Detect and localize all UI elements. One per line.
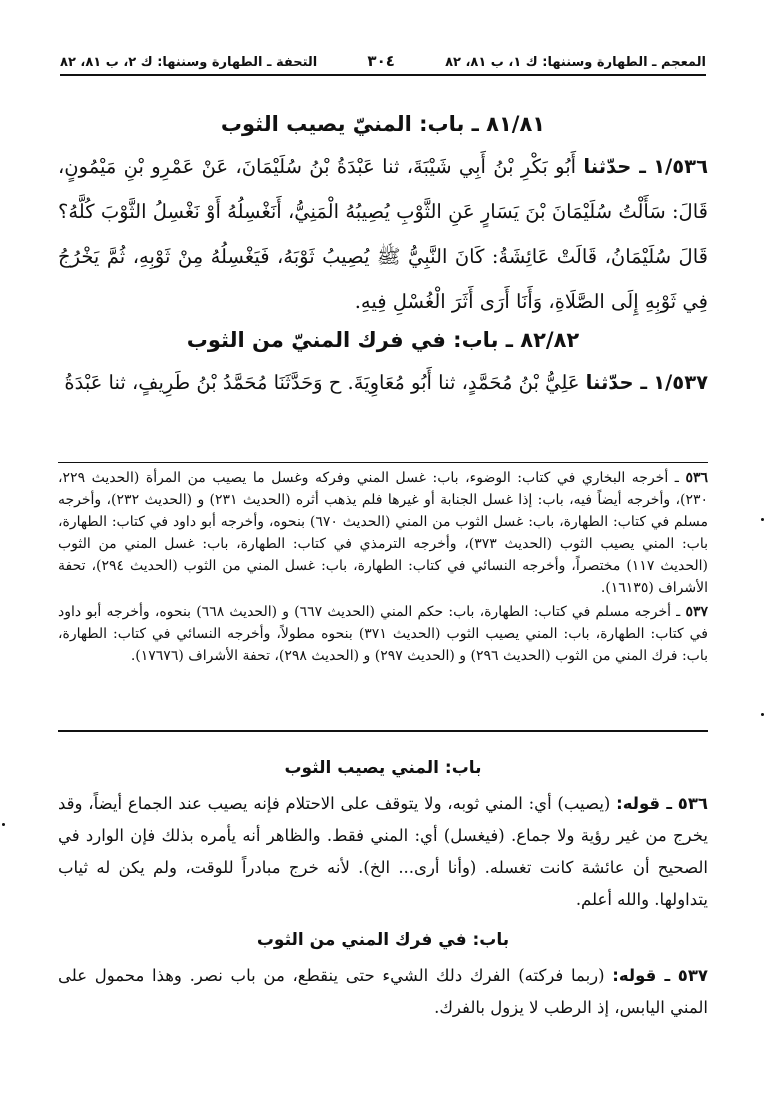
hadith-536 <box>58 144 708 324</box>
footnotes <box>58 462 708 669</box>
commentary-title-1: باب: المني يصيب الثوب <box>284 758 482 778</box>
chapter-title-81: ٨١/٨١ ـ باب: المنيّ يصيب الثوب <box>220 112 546 136</box>
footnote-text: ـ أخرجه مسلم في كتاب: الطهارة، باب: حكم المني (الحديث ٦٦٧) و (الحديث ٦٦٨) بنحوه، وأخرجه أبو داود في كتاب: الطهارة، باب: المني يصيب الثوب (الحديث ٣٧١) بنحوه مطولاً، وأخرجه النسائي في كتاب: الطهارة، باب: فرك المني من الثوب (الحديث ٢٩٦) و (الحديث ٢٩٧) و (الحديث ٢٩٨)، تحفة الأشراف (١٧٦٧٦). <box>58 604 708 664</box>
hadith-prefix: ـ حدّثنا <box>585 371 648 394</box>
commentary-title-2: باب: في فرك المني من الثوب <box>256 930 510 950</box>
commentary-text: (ربما فركته) الفرك دلك الشيء حتى ينقطع، من باب نصر. وهذا محمول على المني اليابس، إذ الرطب لا يزول بالفرك. <box>58 966 708 1017</box>
header-right-text: المعجم ـ الطهارة وسننها: ك ١، ب ٨١، ٨٢ <box>445 55 706 70</box>
page-number: ٣٠٤ <box>367 52 395 70</box>
hadith-number: ١/٥٣٧ <box>653 371 708 394</box>
running-header <box>60 44 706 76</box>
commentary-number: ٥٣٧ <box>677 966 708 985</box>
scan-mark <box>761 518 764 521</box>
commentary-number: ٥٣٦ <box>677 794 708 813</box>
hadith-body <box>58 108 708 405</box>
hadith-537 <box>58 360 708 405</box>
commentary-536 <box>58 788 708 916</box>
hadith-prefix: ـ حدّثنا <box>583 155 646 178</box>
scan-mark <box>2 823 5 826</box>
hadith-number: ١/٥٣٦ <box>653 155 708 178</box>
commentary-label: ـ قوله: <box>616 794 672 813</box>
header-left-text: التحفة ـ الطهارة وسننها: ك ٢، ب ٨١، ٨٢ <box>60 55 318 70</box>
scan-mark <box>761 713 764 716</box>
commentary-537 <box>58 960 708 1024</box>
hadith-text: أَبُو بَكْرِ بْنُ أَبِي شَيْبَةَ، ثنا عَبْدَةُ بْنُ سُلَيْمَانَ، عَنْ عَمْرِو بْنِ مَيْمُونٍ، قَالَ: سَأَلْتُ سُلَيْمَانَ بْنَ يَسَارٍ عَنِ الثَّوْبِ يُصِيبُهُ الْمَنِيُّ، أَنَغْسِلُهُ أَوْ نَغْسِلُ الثَّوْبَ كُلَّهُ؟ قَالَ سُلَيْمَانُ، قَالَتْ عَائِشَةُ: كَانَ النَّبِيُّ ﷺ يُصِيبُ ثَوْبَهُ، فَيَغْسِلُهُ مِنْ ثَوْبِهِ، ثُمَّ يَخْرُجُ فِي ثَوْبِهِ إِلَى الصَّلَاةِ، وَأَنَا أَرَى أَثَرَ الْغُسْلِ فِيهِ. <box>58 155 708 313</box>
commentary-text: (يصيب) أي: المني ثوبه، ولا يتوقف على الاحتلام فإنه يصيب عند الجماع أيضاً، وقد يخرج من غير رؤية ولا جماع. (فيغسل) أي: المني فقط. والظاهر أنه يأمره بذلك فإن الوارد في الصحيح أن عائشة كانت تغسله. (وأنا أرى... الخ). لأنه خرج مبادراً للوقت، ولم يكن له ثياب يتداولها. والله أعلم. <box>58 794 708 909</box>
footnote-537 <box>58 601 708 667</box>
section-divider <box>58 730 708 732</box>
footnote-536 <box>58 467 708 599</box>
hadith-text: عَلِيُّ بْنُ مُحَمَّدٍ، ثنا أَبُو مُعَاوِيَةَ. ح وَحَدَّثَنَا مُحَمَّدُ بْنُ طَرِيفٍ، ثنا عَبْدَةُ <box>64 371 580 394</box>
commentary-label: ـ قوله: <box>612 966 671 985</box>
footnote-text: ـ أخرجه البخاري في كتاب: الوضوء، باب: غسل المني وفركه وغسل ما يصيب من المرأة (الحديث ٢٢٩، ٢٣٠)، وأخرجه أيضاً فيه، باب: إذا غسل الجنابة أو غيرها فلم يذهب أثره (الحديث ٢٣١) و (الحديث ٢٣٢)، وأخرجه مسلم في كتاب: الطهارة، باب: غسل الثوب من المني (الحديث ٦٧٠) بنحوه، وأخرجه أبو داود في كتاب: الطهارة، باب: المني يصيب الثوب (الحديث ٣٧٣)، وأخرجه الترمذي في كتاب: الطهارة، باب: غسل المني من الثوب (الحديث ١١٧) مختصراً، وأخرجه النسائي في كتاب: الطهارة، باب: غسل المني من الثوب (الحديث ٢٩٤)، تحفة الأشراف (١٦١٣٥). <box>58 470 708 596</box>
commentary <box>58 752 708 1032</box>
chapter-title-82: ٨٢/٨٢ ـ باب: في فرك المنيّ من الثوب <box>186 328 580 352</box>
footnote-number: ٥٣٧ <box>685 604 708 620</box>
footnote-number: ٥٣٦ <box>685 470 708 486</box>
